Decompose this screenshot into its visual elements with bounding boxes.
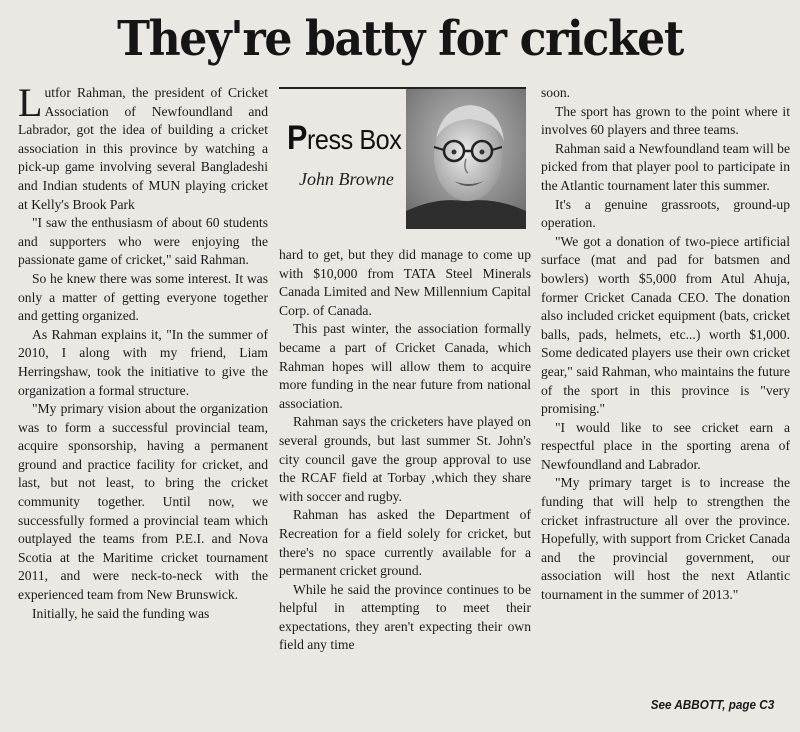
- paragraph: As Rahman explains it, "In the summer of 2010, I along with my friend, Liam Herringshaw, took the initiative to give the organization a formal structure.: [18, 326, 268, 398]
- continuation-link[interactable]: See ABBOTT, page C3: [650, 697, 774, 712]
- paragraph-text: utfor Rahman, the president of Cricket Association of Newfoundland and Labrador, got the idea of building a cricket association in this province by watching a pick-up game involving several Bangladeshi and Indian students of MUN playing cricket at Kelly's Brook Park: [18, 85, 268, 212]
- paragraph: "I saw the enthusiasm of about 60 students and supporters who were enjoying the passionate game of cricket," said Rahman.: [18, 215, 268, 268]
- drop-cap: L: [18, 84, 43, 125]
- paragraph: "My primary vision about the organization was to form a successful provincial team, acquire sponsorship, having a permanent ground and practice facility for cricket, and last, but not least, to bring the cricket community together. Until now, we successfully formed a provincial team which outplayed the teams from P.E.I. and Nova Scotia at the Maritime cricket tournament 2011, and were neck-to-neck with the experienced team from New Brunswick.: [18, 401, 268, 603]
- headline: They're batty for cricket: [117, 11, 683, 67]
- column-name-text: ress Box: [306, 124, 402, 155]
- paragraph: While he said the province continues to be helpful in attempting to meet their expectations, they aren't expecting their own field any time: [279, 581, 531, 653]
- paragraph: Rahman says the cricketers have played on several grounds, but last summer St. John's city council gave the group approval to use the RCAF field at Torbay ,which they share with soccer and rugby.: [279, 414, 531, 504]
- paragraph: "My primary target is to increase the funding that will help to strengthen the cricket infrastructure all over the province. Hopefully, with support from Cricket Canada and the provincial government, our association will host the next Atlantic tournament in the summer of 2013.": [541, 475, 790, 603]
- column-logo-box: [279, 87, 526, 229]
- paragraph: So he knew there was some interest. It was only a matter of getting everyone together and getting organized.: [18, 270, 268, 324]
- paragraph: "We got a donation of two-piece artificial surface (mat and pad for batsmen and bowlers) worth $5,000 from Atul Ahuja, former Cricket Canada CEO. The donation also included cricket equipment (bats, cricket balls, pads, helmets, etc...) worth $1,000. Some dedicated players use their own cricket gear," said Rahman, who maintains the future of the sport in this province is "very promising.": [541, 233, 790, 417]
- paragraph: The sport has grown to the point where it involves 60 players and three teams.: [541, 103, 790, 138]
- paragraph: This past winter, the association formally became a part of Cricket Canada, which Rahman hopes will allow them to acquire more funding in the near future from national association.: [279, 321, 531, 411]
- paragraph: Rahman said a Newfoundland team will be picked from that player pool to participate in the Atlantic tournament later this summer.: [541, 140, 790, 193]
- paragraph: Rahman has asked the Department of Recreation for a field solely for cricket, but there's no space currently available for a permanent cricket ground.: [279, 507, 531, 579]
- column-name: Press Box: [287, 119, 402, 157]
- article-column-1: [18, 84, 268, 716]
- author-byline: John Browne: [299, 169, 394, 189]
- author-photo: [406, 89, 526, 229]
- lead-paragraph: [18, 84, 268, 214]
- article-column-2: [279, 246, 531, 718]
- article-column-3: [541, 84, 790, 684]
- paragraph: soon.: [541, 85, 571, 100]
- paragraph: Initially, he said the funding was: [32, 605, 210, 621]
- paragraph: "I would like to see cricket earn a respectful place in the sporting arena of Newfoundland and Labrador.: [541, 419, 790, 472]
- paragraph: hard to get, but they did manage to come up with $10,000 from TATA Steel Minerals Canada Limited and New Millennium Capital Corp. of Canada.: [279, 247, 531, 318]
- paragraph: It's a genuine grassroots, ground-up operation.: [541, 196, 790, 231]
